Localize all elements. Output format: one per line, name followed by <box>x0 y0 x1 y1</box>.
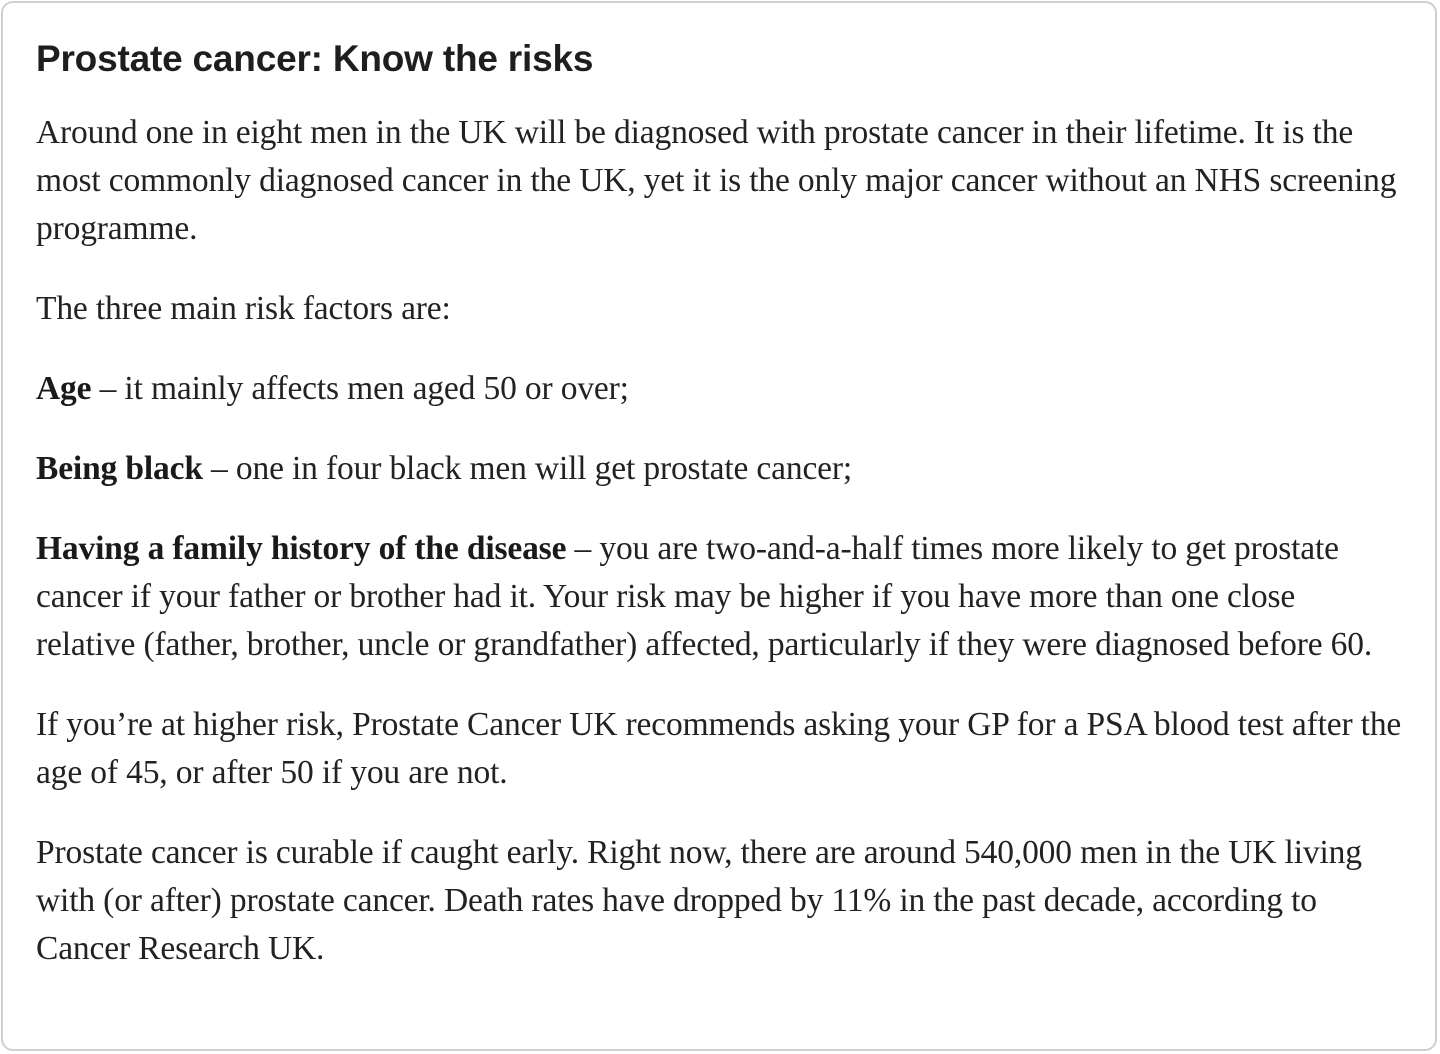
psa-advice-paragraph: If you’re at higher risk, Prostate Cancer UK recommends asking your GP for a PSA blood test after the age of 45, or after 50 if you are not. <box>36 706 1402 791</box>
factbox <box>1 1 1437 1051</box>
risk-factor-label: Having a family history of the disease <box>36 530 567 567</box>
outlook-paragraph: Prostate cancer is curable if caught early. Right now, there are around 540,000 men in the UK living with (or after) prostate cancer. Death rates have dropped by 11% in the past decade, according to Cancer Research UK. <box>36 834 1362 967</box>
risk-factor-text: – one in four black men will get prostate cancer; <box>202 450 853 487</box>
risk-factor-label: Being black <box>36 450 203 487</box>
risk-factor-label: Age <box>36 370 92 407</box>
risk-factor-text: – it mainly affects men aged 50 or over; <box>91 370 629 407</box>
risk-factor-ethnicity <box>36 445 1402 493</box>
intro-paragraph: Around one in eight men in the UK will be diagnosed with prostate cancer in their lifetime. It is the most commonly diagnosed cancer in the UK, yet it is the only major cancer without an NHS screening programme. <box>36 114 1397 247</box>
factbox-title: Prostate cancer: Know the risks <box>36 38 594 79</box>
risk-factor-family-history <box>36 525 1402 669</box>
risk-factors-lead: The three main risk factors are: <box>36 290 451 327</box>
risk-factor-age <box>36 365 1402 413</box>
risk-factor-text: – you are two-and-a-half times more likely to get prostate cancer if your father or brother had it. Your risk may be higher if you have more than one close relative (father, brother, uncle or grandfather) affected, particularly if they were diagnosed before 60. <box>36 530 1373 663</box>
